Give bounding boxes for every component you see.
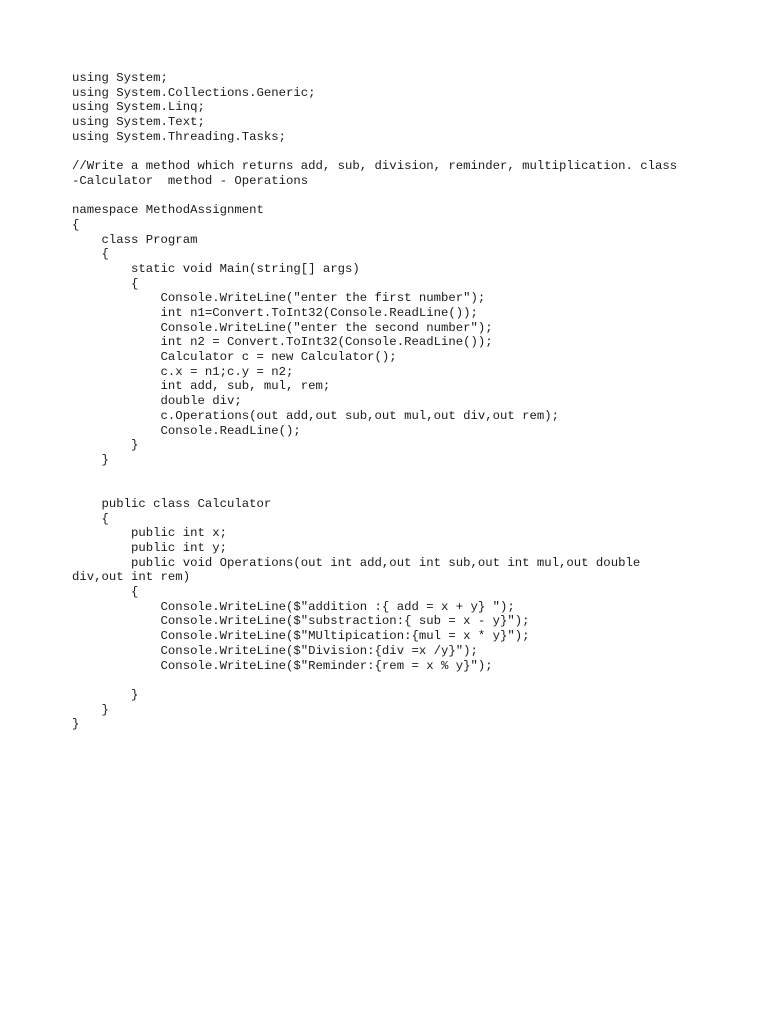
code-line: using System; bbox=[72, 71, 168, 85]
code-line: } bbox=[72, 702, 109, 717]
code-line bbox=[72, 482, 712, 497]
code-line: } bbox=[72, 717, 80, 732]
code-line: public int x; bbox=[72, 526, 227, 541]
code-line: using System.Linq; bbox=[72, 100, 205, 115]
code-line: int add, sub, mul, rem; bbox=[72, 379, 331, 394]
code-line bbox=[72, 189, 712, 204]
code-line: div,out int rem) bbox=[72, 570, 191, 585]
code-line: } bbox=[72, 687, 139, 702]
code-line: class Program bbox=[72, 232, 198, 247]
code-line: { bbox=[72, 276, 139, 291]
code-listing bbox=[72, 71, 712, 732]
code-line bbox=[72, 673, 712, 688]
code-line: Calculator c = new Calculator(); bbox=[72, 350, 397, 365]
code-line: -Calculator method - Operations bbox=[72, 173, 309, 188]
code-line: Console.WriteLine($"Reminder:{rem = x % y}"); bbox=[72, 658, 493, 673]
code-line: Console.WriteLine($"substraction:{ sub = x - y}"); bbox=[72, 614, 530, 629]
code-line: using System.Text; bbox=[72, 115, 205, 130]
code-line: Console.WriteLine("enter the first number"); bbox=[72, 291, 486, 306]
code-line: { bbox=[72, 511, 109, 526]
code-line: Console.WriteLine($"MUltipication:{mul = x * y}"); bbox=[72, 629, 530, 644]
code-line: int n2 = Convert.ToInt32(Console.ReadLine()); bbox=[72, 335, 493, 350]
code-line: double div; bbox=[72, 394, 242, 409]
code-line bbox=[72, 144, 712, 159]
code-line: Console.WriteLine($"Division:{div =x /y}"); bbox=[72, 643, 478, 658]
code-line: Console.WriteLine($"addition :{ add = x + y} "); bbox=[72, 599, 515, 614]
code-line: using System.Collections.Generic; bbox=[72, 85, 316, 100]
code-line: } bbox=[72, 452, 109, 467]
code-line: int n1=Convert.ToInt32(Console.ReadLine()); bbox=[72, 306, 478, 320]
code-line: Console.ReadLine(); bbox=[72, 423, 301, 438]
code-line bbox=[72, 468, 712, 483]
code-line: { bbox=[72, 217, 80, 232]
code-line: public int y; bbox=[72, 541, 227, 555]
code-line: Console.WriteLine("enter the second number"); bbox=[72, 320, 493, 335]
code-line: namespace MethodAssignment bbox=[72, 203, 264, 218]
code-line: { bbox=[72, 585, 139, 600]
code-line: using System.Threading.Tasks; bbox=[72, 129, 287, 144]
code-line: c.Operations(out add,out sub,out mul,out div,out rem); bbox=[72, 408, 560, 423]
code-line: public void Operations(out int add,out int sub,out int mul,out double bbox=[72, 555, 641, 570]
code-line: { bbox=[72, 247, 109, 262]
code-line: static void Main(string[] args) bbox=[72, 261, 360, 276]
code-line: public class Calculator bbox=[72, 496, 272, 511]
code-line: c.x = n1;c.y = n2; bbox=[72, 364, 294, 379]
code-line: //Write a method which returns add, sub, division, reminder, multiplication. class bbox=[72, 159, 678, 174]
code-line: } bbox=[72, 438, 139, 453]
